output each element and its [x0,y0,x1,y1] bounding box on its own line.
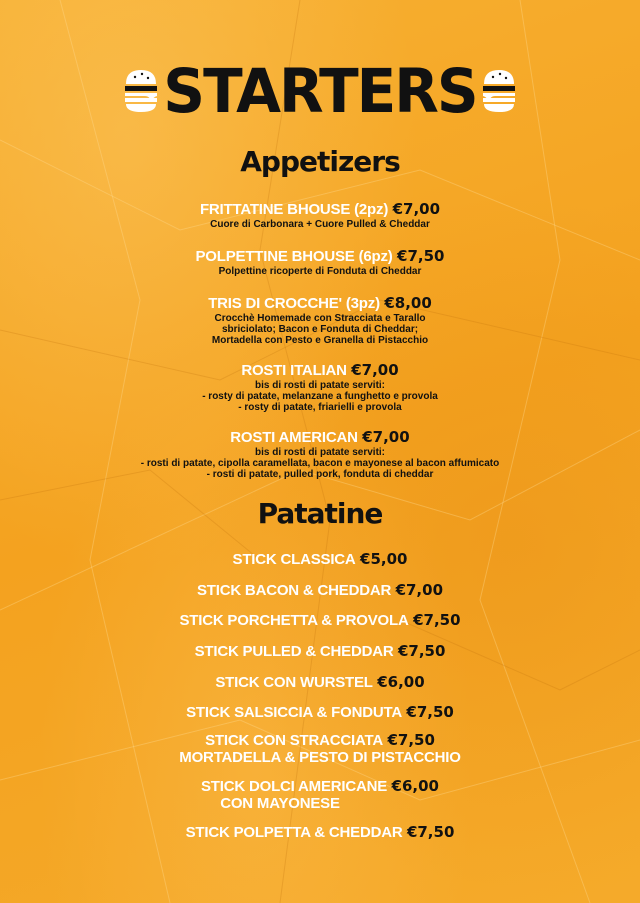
menu-item [0,674,640,691]
item-price: €7,50 [406,703,454,721]
menu-item [0,551,640,568]
item-description: - rosti di patate, cipolla caramellata, bacon e mayonese al bacon affumicato [140,458,500,469]
item-name: STICK CON STRACCIATA [205,732,384,749]
menu-item [0,704,640,721]
item-name: STICK CLASSICA [232,551,356,568]
item-description: Mortadella con Pesto e Granella di Pistacchio [211,335,429,346]
menu-item [0,778,640,812]
menu-item [0,732,640,766]
item-price: €7,00 [362,428,410,446]
item-price: €7,00 [392,200,441,218]
item-name: STICK BACON & CHEDDAR [196,582,392,599]
item-price: €7,50 [413,611,461,629]
item-price: €8,00 [384,294,432,312]
item-name: STICK DOLCI AMERICANE [201,778,388,795]
item-price: €6,00 [391,777,439,795]
burger-icon [481,64,517,118]
item-description: Polpettine ricoperte di Fonduta di Cheddar [218,266,422,277]
menu-item [0,824,640,841]
item-price: €5,00 [360,550,408,568]
item-name-line2: CON MAYONESE [220,795,340,812]
item-name: ROSTI AMERICAN [230,429,358,446]
item-price: €6,00 [377,673,425,691]
menu-item [0,361,640,413]
item-name: STICK POLPETTA & CHEDDAR [185,824,403,841]
item-price: €7,00 [351,361,399,379]
item-price: €7,50 [406,823,455,841]
item-description: sbriciolato; Bacon e Fonduta di Cheddar; [221,324,419,335]
item-description: Cuore di Carbonara + Cuore Pulled & Cheddar [210,219,430,230]
page-header [0,55,640,127]
item-name: STICK PORCHETTA & PROVOLA [179,612,409,629]
section-title-patatine: Patatine [257,497,383,530]
item-price: €7,50 [397,642,446,660]
menu-item [0,294,640,346]
item-name: STICK CON WURSTEL [215,674,373,691]
item-price: €7,50 [387,731,435,749]
menu-item [0,247,640,277]
item-description: Crocchè Homemade con Stracciata e Tarallo [214,313,426,324]
section-title-appetizers: Appetizers [240,145,400,178]
item-name: FRITTATINE BHOUSE (2pz) [199,201,389,218]
item-name: TRIS DI CROCCHE' (3pz) [208,295,380,312]
burger-icon [123,64,159,118]
menu-item [0,612,640,629]
item-description: bis di rosti di patate serviti: [254,447,386,458]
menu-item [0,428,640,480]
page-title: STARTERS [163,55,477,127]
item-name: ROSTI ITALIAN [241,362,347,379]
item-price: €7,50 [397,247,445,265]
item-description: - rosty di patate, melanzane a funghetto e provola [202,391,438,402]
item-price: €7,00 [395,581,444,599]
item-description: bis di rosti di patate serviti: [254,380,386,391]
menu-item [0,643,640,660]
item-description: - rosty di patate, friarielli e provola [238,402,402,413]
item-name-line2: MORTADELLA & PESTO DI PISTACCHIO [179,749,461,766]
item-description: - rosti di patate, pulled pork, fonduta di cheddar [206,469,434,480]
item-name: STICK PULLED & CHEDDAR [194,643,394,660]
item-name: STICK SALSICCIA & FONDUTA [186,704,402,721]
menu-item [0,582,640,599]
menu-item [0,200,640,230]
item-name: POLPETTINE BHOUSE (6pz) [195,248,393,265]
